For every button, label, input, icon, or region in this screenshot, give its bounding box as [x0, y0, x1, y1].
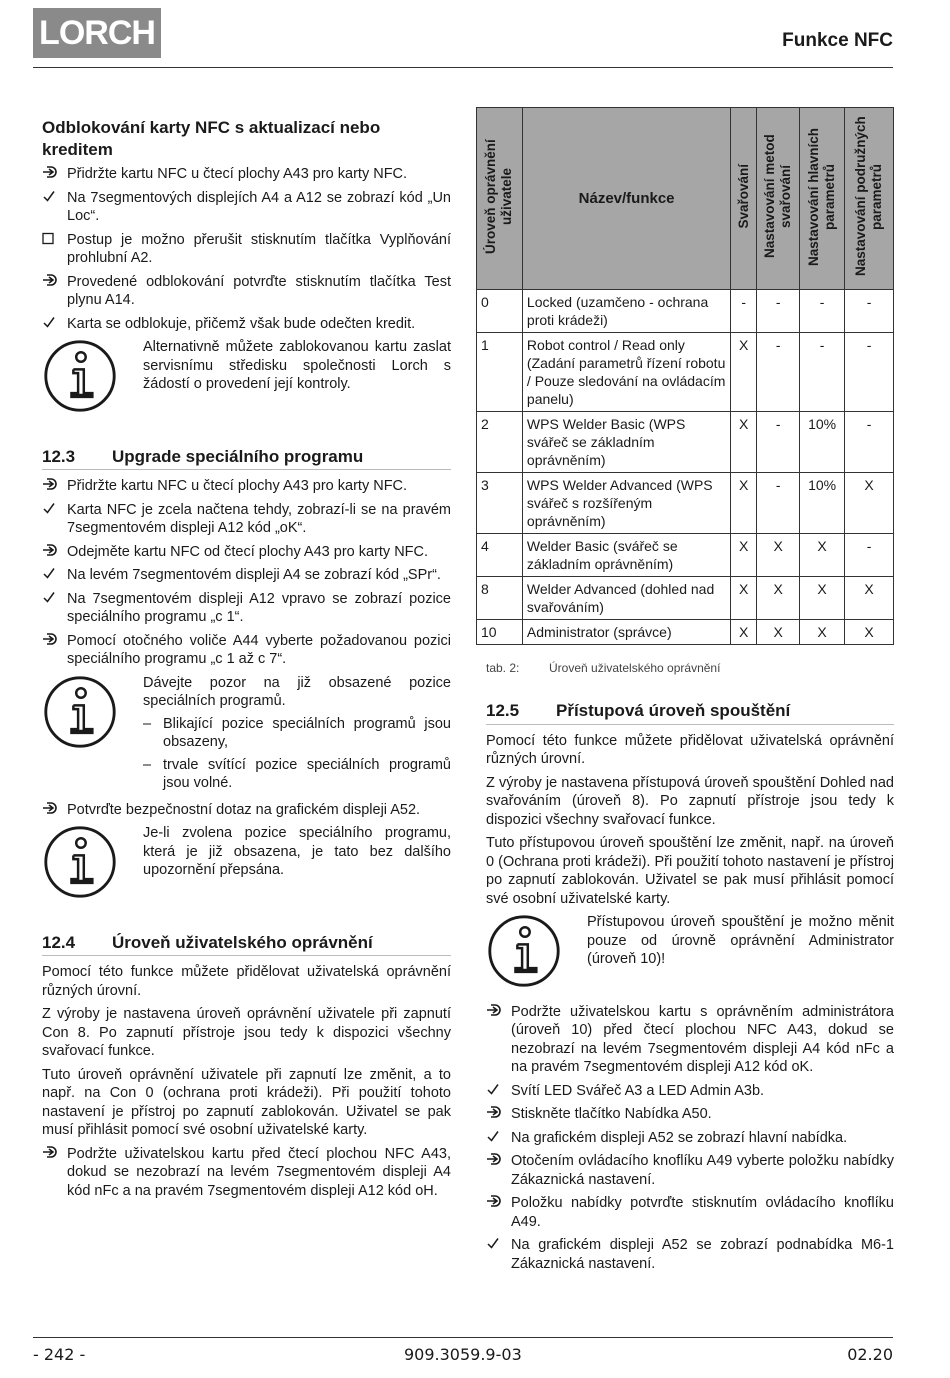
note-dash-item: – trvale svítící pozice speciálních programů jsou volné. — [143, 756, 451, 791]
table-cell: 2 — [477, 412, 523, 473]
table-cell: - — [845, 290, 894, 333]
table-cell: Welder Basic (svářeč se základním oprávněním) — [522, 534, 730, 577]
note-dash-item: – Blikající pozice speciálních programů jsou obsazeny, — [143, 715, 451, 750]
list-item: Přidržte kartu NFC u čtecí plochy A43 pro karty NFC. — [42, 165, 451, 184]
table-cell: 4 — [477, 534, 523, 577]
table-cell: X — [731, 333, 757, 412]
table-cell: Robot control / Read only (Zadání parametrů řízení robotu / Pouze sledování na ovládacím panelu) — [522, 333, 730, 412]
s123-list — [42, 477, 451, 669]
table-cell: - — [757, 333, 800, 412]
list-item: Na grafickém displeji A52 se zobrazí hlavní nabídka. — [486, 1129, 894, 1148]
paragraph: Pomocí této funkce můžete přidělovat uživatelská oprávnění různých úrovní. — [42, 964, 451, 999]
page-header-title: Funkce NFC — [782, 30, 893, 51]
table-cell: 8 — [477, 577, 523, 620]
table-cell: - — [757, 290, 800, 333]
table-cell: X — [731, 620, 757, 645]
table-row — [477, 620, 894, 645]
table-cell: 10% — [800, 473, 845, 534]
table-cell: - — [757, 412, 800, 473]
section-title: Úroveň uživatelského oprávnění — [112, 932, 373, 952]
info-icon — [42, 674, 143, 793]
s123-note-2 — [42, 824, 451, 906]
table-caption — [486, 661, 720, 675]
table-cell: X — [731, 412, 757, 473]
arrow-bullet-icon — [42, 165, 67, 184]
document-date: 02.20 — [847, 1345, 893, 1364]
arrow-bullet-icon — [42, 477, 67, 496]
table-cell: - — [757, 473, 800, 534]
list-item: Na levém 7segmentovém displeji A4 se zobrazí kód „SPr“. — [42, 566, 451, 585]
right-column — [486, 702, 894, 1278]
col-header-welding: Svařování — [731, 108, 757, 290]
list-item: Svítí LED Svářeč A3 a LED Admin A3b. — [486, 1082, 894, 1101]
list-item: Na 7segmentových displejích A4 a A12 se zobrazí kód „Un Loc“. — [42, 189, 451, 226]
list-item: Přidržte kartu NFC u čtecí plochy A43 pro karty NFC. — [42, 477, 451, 496]
section-12-3-heading — [42, 448, 451, 471]
lorch-logo: LORCH — [33, 8, 161, 58]
check-icon — [486, 1129, 511, 1148]
table-cell: X — [845, 577, 894, 620]
arrow-bullet-icon — [42, 543, 67, 562]
table-cell: - — [845, 534, 894, 577]
arrow-bullet-icon — [486, 1152, 511, 1189]
table-cell: Welder Advanced (dohled nad svařováním) — [522, 577, 730, 620]
check-icon — [486, 1236, 511, 1273]
caption-label: tab. 2: — [486, 661, 520, 675]
header-rule — [33, 67, 893, 68]
table-cell: - — [845, 333, 894, 412]
list-item: Karta NFC je zcela načtena tehdy, zobrazí-li se na pravém 7segmentovém displeji A12 kód „oK“. — [42, 501, 451, 538]
note-text: Je-li zvolena pozice speciálního programu, která je již obsazena, je tato bez dalšího upozornění přepsána. — [143, 825, 451, 878]
note-text: Přístupovou úroveň spouštění je možno měnit pouze od úrovně oprávnění Administrator (úroveň 10)! — [587, 914, 894, 967]
list-item: Potvrďte bezpečnostní dotaz na grafickém displeji A52. — [42, 801, 451, 820]
table-cell: X — [757, 577, 800, 620]
note-text — [143, 674, 451, 793]
caption-text: Úroveň uživatelského oprávnění — [549, 661, 721, 675]
table-cell: X — [757, 620, 800, 645]
table-row — [477, 290, 894, 333]
col-header-name: Název/funkce — [522, 108, 730, 290]
table-cell: X — [757, 534, 800, 577]
paragraph: Tuto úroveň oprávnění uživatele při zapnutí lze změnit, a to např. na Con 0 (ochrana proti krádeži). Při použití tohoto nastavení je přístroj po zapnutí zablokován. Uživatel se pak musí přihlásit pomocí své osobní uživatelské karty. — [42, 1066, 451, 1138]
check-icon — [42, 189, 67, 226]
checkbox-icon — [42, 231, 67, 268]
check-icon — [486, 1082, 511, 1101]
section-number: 12.4 — [42, 932, 76, 952]
col-header-main-params: Nastavování hlavních parametrů — [800, 108, 845, 290]
table-cell: 10% — [800, 412, 845, 473]
table-cell: X — [845, 473, 894, 534]
check-icon — [42, 315, 67, 334]
list-item: Položku nabídky potvrďte stisknutím ovládacího knoflíku A49. — [486, 1194, 894, 1231]
note-intro: Dávejte pozor na již obsazené pozice speciálních programů. — [143, 674, 451, 709]
table-cell: WPS Welder Basic (WPS svářeč se základním oprávněním) — [522, 412, 730, 473]
list-item: Na 7segmentovém displeji A12 vpravo se zobrazí pozice speciálního programu „c 1“. — [42, 590, 451, 627]
arrow-bullet-icon — [486, 1194, 511, 1231]
table-cell: - — [731, 290, 757, 333]
list-item: Provedené odblokování potvrďte stisknutím tlačítka Test plynu A14. — [42, 273, 451, 310]
unlock-note — [42, 338, 451, 420]
section-number: 12.3 — [42, 446, 76, 466]
table-cell: X — [731, 577, 757, 620]
list-item: Stiskněte tlačítko Nabídka A50. — [486, 1105, 894, 1124]
permission-table — [476, 107, 894, 645]
table-cell: 10 — [477, 620, 523, 645]
list-item: Podržte uživatelskou kartu před čtecí plochou NFC A43, dokud se nezobrazí na levém 7segmentovém displeji A4 kód nFc a na pravém 7segmentovém displeji A12 kód oH. — [42, 1145, 451, 1201]
table-cell: X — [800, 577, 845, 620]
table-cell: X — [800, 534, 845, 577]
col-header-sub-params: Nastavování podružných parametrů — [845, 108, 894, 290]
document-number: 909.3059.9-03 — [404, 1345, 522, 1364]
table-cell: - — [800, 333, 845, 412]
table-row — [477, 577, 894, 620]
table-cell: X — [731, 534, 757, 577]
table-row — [477, 412, 894, 473]
arrow-bullet-icon — [42, 273, 67, 310]
paragraph: Z výroby je nastavena přístupová úroveň spouštění Dohled nad svařováním (úroveň 8). Po zapnutí přístroje jsou tedy k dispozici všechny svařovací funkce. — [486, 774, 894, 828]
table-cell: 3 — [477, 473, 523, 534]
table-cell: Locked (uzamčeno - ochrana proti krádeži) — [522, 290, 730, 333]
table-header-row — [477, 108, 894, 290]
list-item: Otočením ovládacího knoflíku A49 vyberte položku nabídky Zákaznická nastavení. — [486, 1152, 894, 1189]
info-icon — [42, 824, 143, 906]
table-cell: 1 — [477, 333, 523, 412]
table-cell: - — [845, 412, 894, 473]
unlock-list — [42, 165, 451, 333]
table-cell: - — [800, 290, 845, 333]
paragraph: Pomocí této funkce můžete přidělovat uživatelská oprávnění různých úrovní. — [486, 732, 894, 767]
list-item: Podržte uživatelskou kartu s oprávněním administrátora (úroveň 10) před čtecí plochou NFC A43, dokud se nezobrazí na levém 7segmentovém displeji A4 kód nFc a na pravém 7segmentovém displeji A12 kód oK. — [486, 1003, 894, 1077]
arrow-bullet-icon — [42, 632, 67, 669]
list-item: Pomocí otočného voliče A44 vyberte požadovanou pozici speciálního programu „c 1 až c 7“. — [42, 632, 451, 669]
table-cell: X — [731, 473, 757, 534]
section-title: Přístupová úroveň spouštění — [556, 701, 791, 720]
list-item: Karta se odblokuje, přičemž však bude odečten kredit. — [42, 315, 451, 334]
table-row — [477, 534, 894, 577]
info-icon — [486, 913, 587, 995]
list-item: Odejměte kartu NFC od čtecí plochy A43 pro karty NFC. — [42, 543, 451, 562]
col-header-methods: Nastavování metod svařování — [757, 108, 800, 290]
table-cell: X — [800, 620, 845, 645]
footer-rule — [33, 1337, 893, 1338]
check-icon — [42, 590, 67, 627]
table-row — [477, 333, 894, 412]
paragraph: Z výroby je nastavena úroveň oprávnění uživatele při zapnutí Con 8. Po zapnutí přístroje jsou tedy k dispozici všechny svařovací funkce. — [42, 1006, 451, 1059]
table-cell: Administrator (správce) — [522, 620, 730, 645]
page-number: - 242 - — [33, 1345, 86, 1364]
check-icon — [42, 501, 67, 538]
table-cell: WPS Welder Advanced (WPS svářeč s rozšířeným oprávněním) — [522, 473, 730, 534]
s125-list — [486, 1003, 894, 1274]
section-12-4-heading — [42, 934, 451, 957]
section-number: 12.5 — [486, 701, 520, 720]
section-12-5-heading — [486, 702, 894, 725]
note-text: Alternativně můžete zablokovanou kartu zaslat servisnímu středisku společnosti Lorch s žádostí o provedení její kontroly. — [143, 339, 451, 392]
list-item: Postup je možno přerušit stisknutím tlačítka Vyplňování prohlubní A2. — [42, 231, 451, 268]
left-column — [42, 117, 451, 1205]
arrow-bullet-icon — [42, 1145, 67, 1201]
list-item: Na grafickém displeji A52 se zobrazí podnabídka M6-1 Zákaznická nastavení. — [486, 1236, 894, 1273]
arrow-bullet-icon — [486, 1003, 511, 1077]
s125-note — [486, 913, 894, 995]
arrow-bullet-icon — [486, 1105, 511, 1124]
arrow-bullet-icon — [42, 801, 67, 820]
col-header-level: Úroveň oprávnění uživatele — [477, 108, 523, 290]
unlock-heading: Odblokování karty NFC s aktualizací nebo kreditem — [42, 118, 381, 159]
section-title: Upgrade speciálního programu — [112, 446, 364, 466]
table-cell: X — [845, 620, 894, 645]
table-cell: 0 — [477, 290, 523, 333]
s123-note — [42, 674, 451, 793]
table-row — [477, 473, 894, 534]
check-icon — [42, 566, 67, 585]
info-icon — [42, 338, 143, 420]
paragraph: Tuto přístupovou úroveň spouštění lze změnit, např. na úroveň 0 (Ochrana proti krádeži). Při použití tohoto nastavení je přístroj po zapnutí zablokován. Uživatel se pak musí přihlásit pomocí své osobní uživatelské karty. — [486, 835, 894, 907]
